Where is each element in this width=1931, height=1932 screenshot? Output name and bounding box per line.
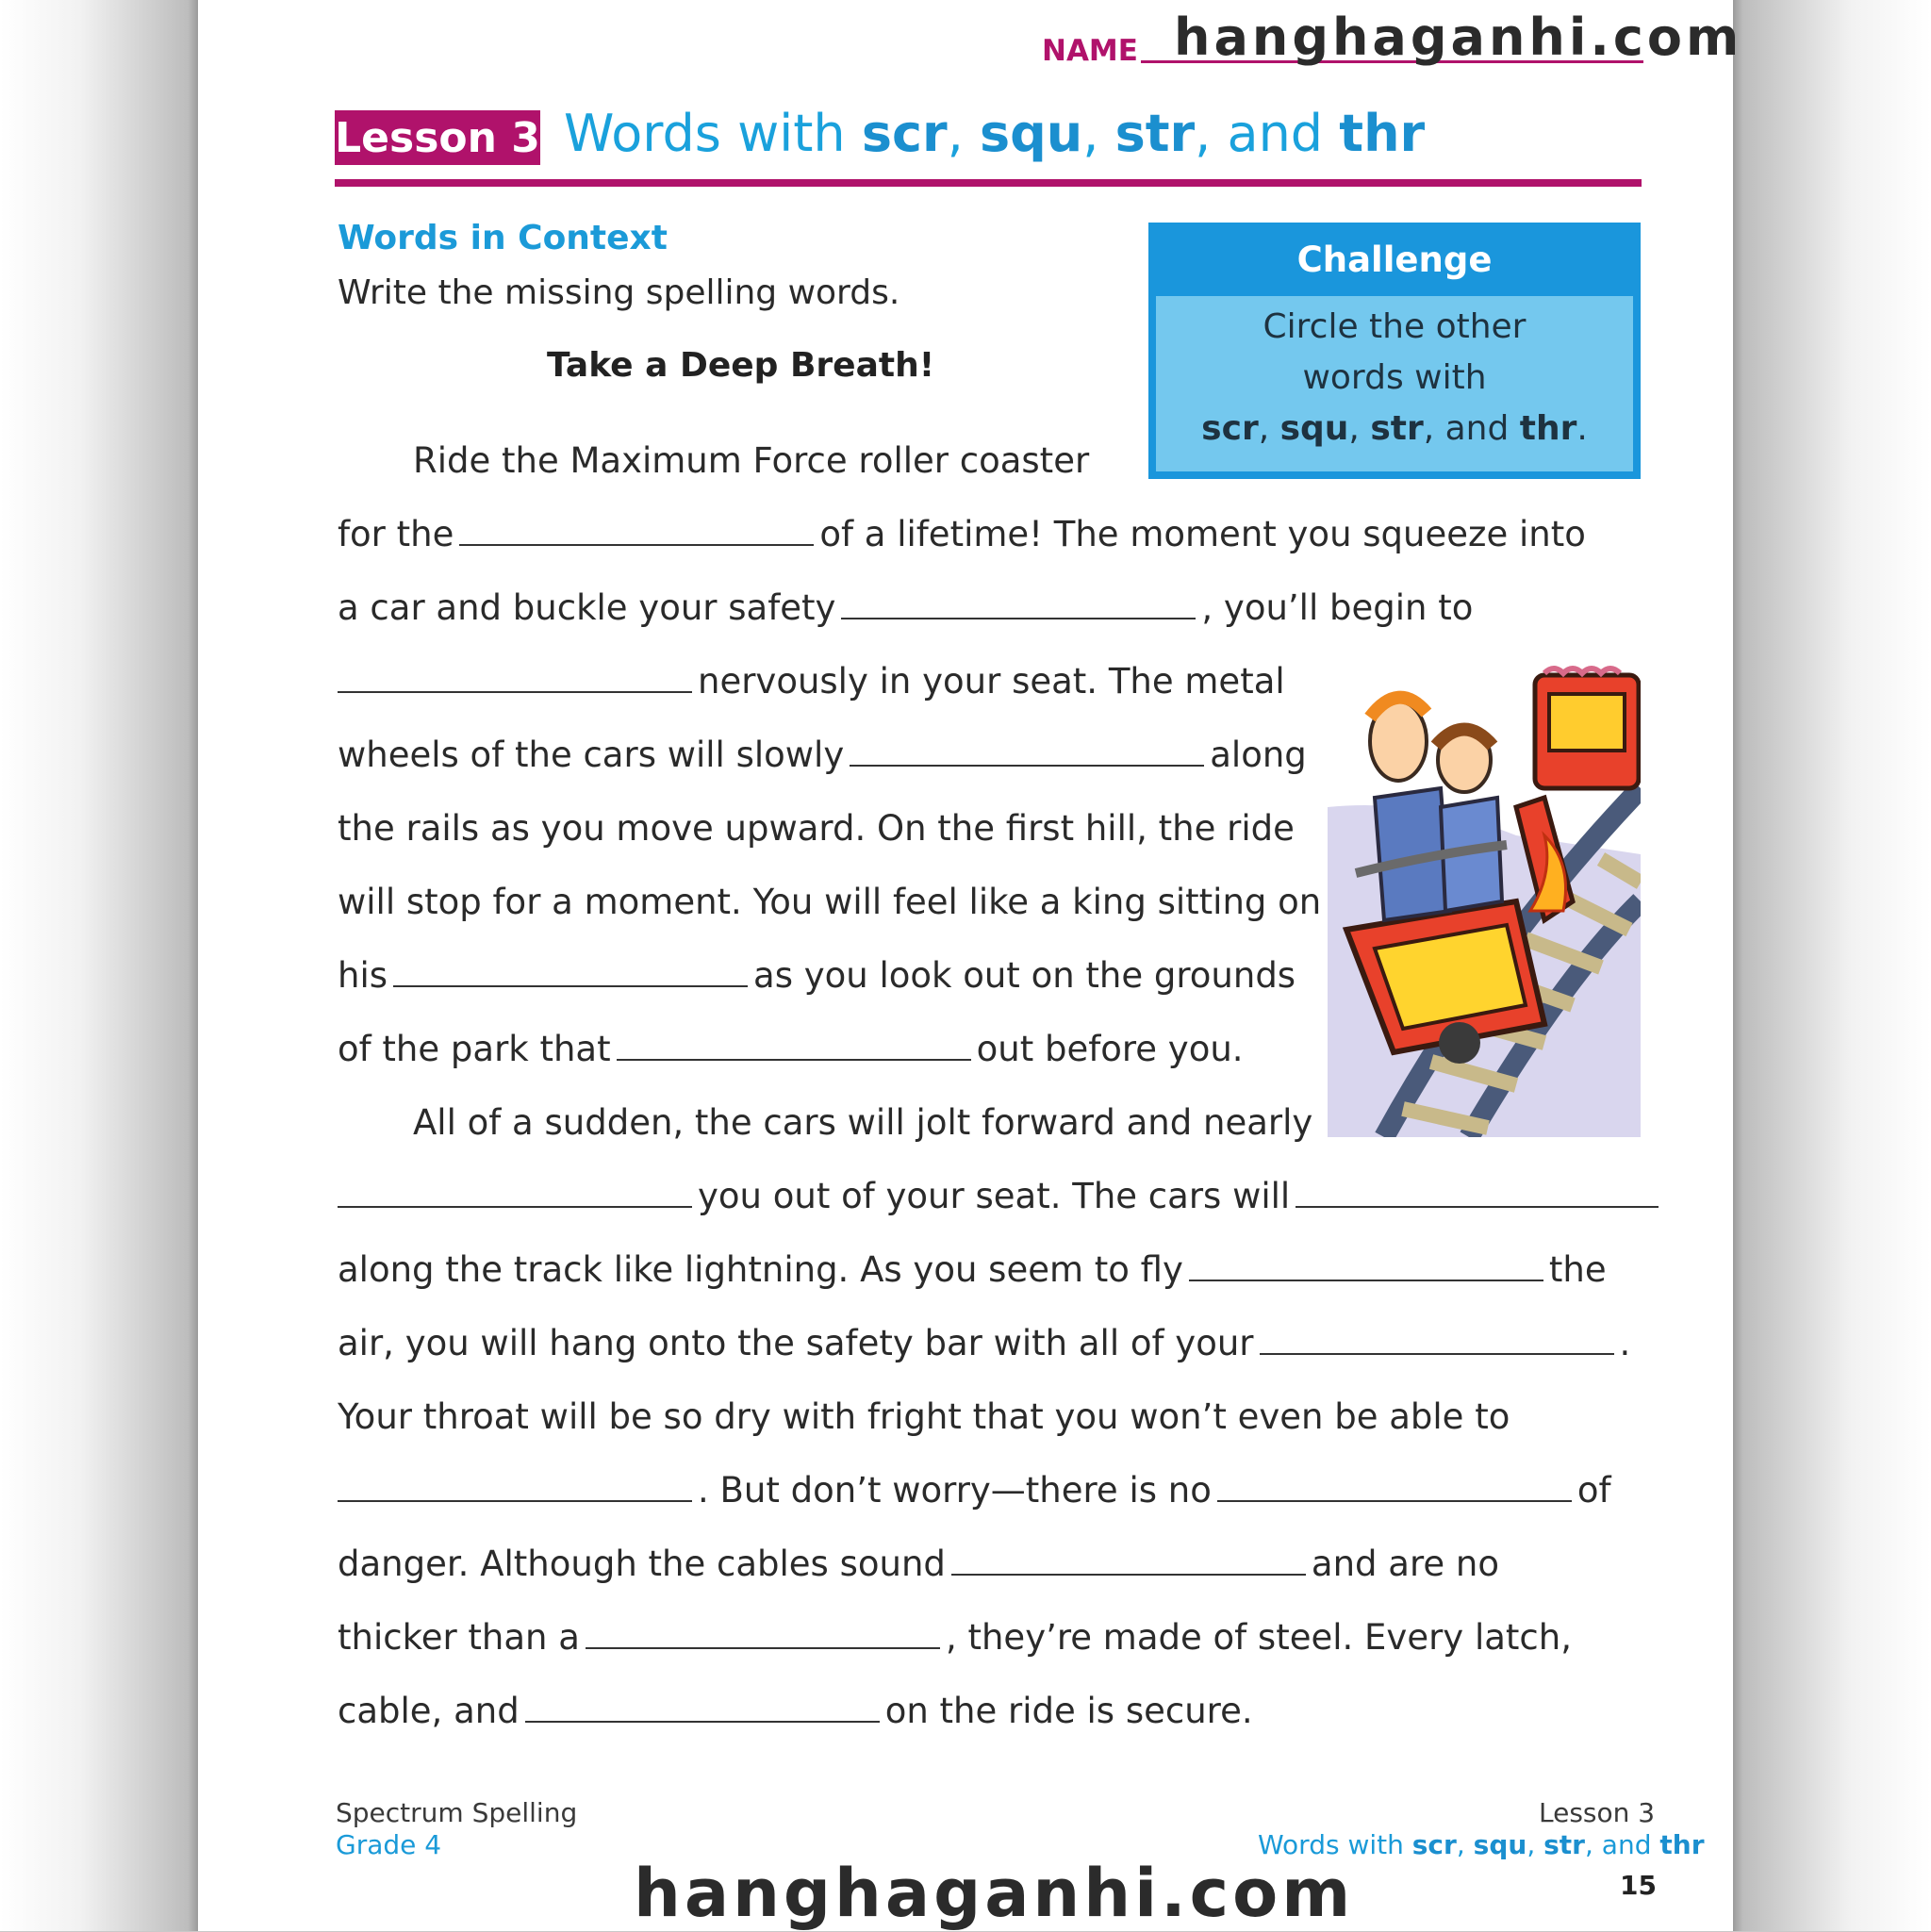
footer-book-title: Spectrum Spelling (336, 1797, 578, 1828)
answer-blank-6[interactable] (617, 1031, 971, 1061)
answer-blank-9[interactable] (1189, 1251, 1543, 1281)
lesson-badge: Lesson 3 (335, 110, 540, 165)
challenge-heading: Challenge (1296, 239, 1493, 280)
answer-blank-11[interactable] (338, 1472, 692, 1502)
answer-blank-10[interactable] (1260, 1325, 1614, 1355)
answer-blank-2[interactable] (841, 589, 1196, 619)
page-shadow-left (0, 0, 198, 1931)
footer-lesson-title: Words with scr, squ, str, and thr (1258, 1829, 1705, 1860)
answer-blank-5[interactable] (393, 957, 748, 987)
section-heading: Words in Context (338, 219, 668, 257)
name-label: NAME (1042, 34, 1138, 68)
watermark-bottom: hanghaganhi.com (634, 1855, 1355, 1932)
story-line-10: All of a sudden, the cars will jolt forward and nearly (413, 1102, 1313, 1143)
answer-blank-1[interactable] (459, 516, 814, 546)
page-number: 15 (1620, 1870, 1657, 1901)
story-line-17: thicker than a , they’re made of steel. Every latch, (338, 1617, 1572, 1658)
challenge-line-1: Circle the other (1263, 307, 1527, 346)
page-shadow-right (1733, 0, 1931, 1931)
story-line-4: nervously in your seat. The metal (338, 661, 1285, 702)
story-line-14: Your throat will be so dry with fright that you won’t even be able to (338, 1396, 1510, 1437)
answer-blank-15[interactable] (525, 1693, 880, 1723)
story-title: Take a Deep Breath! (547, 346, 935, 385)
story-line-6: the rails as you move upward. On the first hill, the ride (338, 808, 1295, 849)
back-coaster-car (1535, 669, 1639, 788)
story-line-2: for the of a lifetime! The moment you squeeze into (338, 514, 1586, 554)
story-line-5: wheels of the cars will slowly along (338, 735, 1307, 775)
answer-blank-7[interactable] (338, 1178, 692, 1208)
story-line-8: his as you look out on the grounds (338, 955, 1296, 996)
answer-blank-8[interactable] (1296, 1178, 1659, 1208)
footer-lesson: Lesson 3 (1539, 1797, 1656, 1828)
answer-blank-3[interactable] (338, 663, 692, 693)
story-line-3: a car and buckle your safety , you’ll begin to (338, 587, 1474, 628)
story-line-1: Ride the Maximum Force roller coaster (413, 440, 1090, 481)
watermark-top: hanghaganhi.com (1174, 8, 1743, 67)
story-line-15: . But don’t worry—there is no of (338, 1470, 1611, 1511)
lesson-title: Words with scr, squ, str, and thr (564, 104, 1426, 163)
roller-coaster-illustration (1328, 666, 1641, 1137)
instruction-text: Write the missing spelling words. (338, 273, 900, 312)
answer-blank-4[interactable] (850, 736, 1204, 767)
footer-grade: Grade 4 (336, 1829, 442, 1860)
answer-blank-14[interactable] (586, 1619, 940, 1649)
challenge-line-3: scr, squ, str, and thr. (1201, 409, 1588, 448)
story-line-16: danger. Although the cables sound and are no (338, 1544, 1499, 1584)
story-line-18: cable, and on the ride is secure. (338, 1691, 1253, 1731)
story-line-11: you out of your seat. The cars will (338, 1176, 1664, 1216)
challenge-body (1156, 296, 1633, 471)
story-line-13: air, you will hang onto the safety bar with all of your . (338, 1323, 1631, 1363)
story-line-12: along the track like lightning. As you seem to fly the (338, 1249, 1607, 1290)
story-line-7: will stop for a moment. You will feel like a king sitting on (338, 882, 1322, 922)
story-line-9: of the park that out before you. (338, 1029, 1244, 1069)
answer-blank-12[interactable] (1217, 1472, 1572, 1502)
challenge-line-2: words with (1302, 358, 1487, 397)
challenge-box (1148, 223, 1641, 479)
title-rule (335, 179, 1642, 187)
answer-blank-13[interactable] (951, 1545, 1306, 1576)
